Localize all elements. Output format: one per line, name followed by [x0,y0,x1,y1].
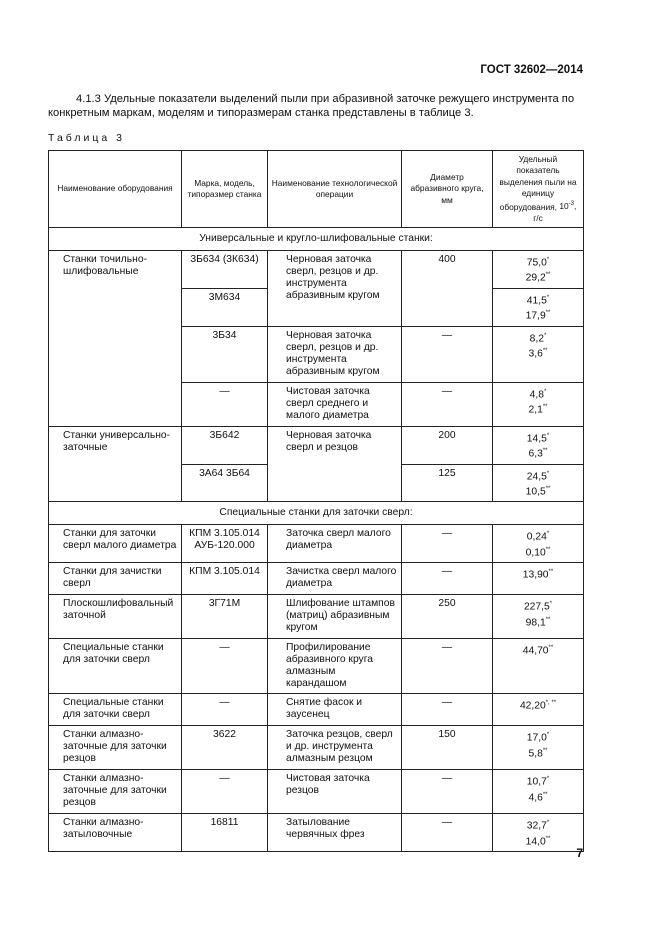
model-cell: 3622 [182,726,268,770]
table-row [49,639,584,694]
table-row [49,525,584,563]
diameter-cell: — [402,694,493,726]
model-cell: — [182,382,268,426]
section-row-special [49,502,584,525]
operation-cell: Профилирование абразивного круга алмазным карандашом [268,639,402,694]
specific-value-cell: 14,5* 6,3** [493,426,584,464]
equipment-cell: Станки точильно-шлифовальные [49,251,182,427]
model-cell: 3М634 [182,288,268,326]
table-row [49,426,584,464]
equipment-cell: Станки для заточки сверл малого диаметра [49,525,182,563]
operation-cell: Заточка резцов, сверл и др. инструмента алмазным резцом [268,726,402,770]
diameter-cell: — [402,770,493,814]
operation-cell: Черновая заточка сверл и резцов [268,426,402,502]
specific-value-cell: 75,0* 29,2** [493,251,584,289]
table-row [49,770,584,814]
model-cell: — [182,694,268,726]
operation-cell: Затылование червячных фрез [268,814,402,852]
specific-value-cell: 42,20*, ** [493,694,584,726]
specific-value-cell: 17,0* 5,8** [493,726,584,770]
col-header-diameter: Диаметр абразивного круга, мм [402,151,493,228]
specific-value-cell: 10,7* 4,6** [493,770,584,814]
section-title: Универсальные и кругло-шлифовальные станки: [49,228,584,251]
model-cell: — [182,770,268,814]
equipment-cell: Станки универсально-заточные [49,426,182,502]
operation-cell: Заточка сверл малого диаметра [268,525,402,563]
operation-cell: Шлифование штампов (матриц) абразивным кругом [268,595,402,639]
specific-value-cell: 227,5* 98,1** [493,595,584,639]
operation-cell: Зачистка сверл малого диаметра [268,563,402,595]
col-header-equipment: Наименование оборудования [49,151,182,228]
col-header-unit: $10^{-3}$, г/с [533,201,577,223]
col-header-operation: Наименование технологической операции [268,151,402,228]
col-header-specific [493,151,584,228]
model-cell: 3А64 3Б64 [182,464,268,502]
diameter-cell: — [402,814,493,852]
table-row [49,595,584,639]
diameter-cell: — [402,382,493,426]
operation-cell: Чистовая заточка сверл среднего и малого диаметра [268,382,402,426]
page-number: 7 [576,846,583,860]
model-cell: 3Б634 (3К634) [182,251,268,289]
model-cell: 3Г71М [182,595,268,639]
equipment-cell: Станки для зачистки сверл [49,563,182,595]
diameter-cell: — [402,326,493,382]
specific-value-cell: 4,8* 2,1** [493,382,584,426]
model-cell: 3Б642 [182,426,268,464]
section-title: Специальные станки для заточки сверл: [49,502,584,525]
table-caption: Таблица 3 [48,132,125,144]
diameter-cell: — [402,525,493,563]
table-row [49,251,584,289]
diameter-cell: 125 [402,464,493,502]
specific-value-cell: 32,7* 14,0** [493,814,584,852]
model-cell: 3Б34 [182,326,268,382]
model-cell: КПМ 3.105.014 АУБ-120.000 [182,525,268,563]
equipment-cell: Станки алмазно-затыловочные [49,814,182,852]
specific-value-cell: 13,90** [493,563,584,595]
operation-cell: Снятие фасок и заусенец [268,694,402,726]
diameter-cell: 200 [402,426,493,464]
col-header-specific-text: Удельный показатель выделения пыли на единицу оборудования, [499,153,577,212]
equipment-cell: Специальные станки для заточки сверл [49,694,182,726]
specific-value-cell: 24,5* 10,5** [493,464,584,502]
table-row [49,814,584,852]
operation-cell: Чистовая заточка резцов [268,770,402,814]
specific-value-cell: 0,24* 0,10** [493,525,584,563]
operation-cell: Черновая заточка сверл, резцов и др. инструмента абразивным кругом [268,326,402,382]
equipment-cell: Станки алмазно-заточные для заточки резцов [49,726,182,770]
specific-value-cell: 44,70** [493,639,584,694]
table-row [49,563,584,595]
table-header-row [49,151,584,228]
model-cell: 16811 [182,814,268,852]
model-cell: КПМ 3.105.014 [182,563,268,595]
col-header-model: Марка, модель, типоразмер станка [182,151,268,228]
specific-value-cell: 8,2* 3,6** [493,326,584,382]
table-row [49,726,584,770]
equipment-cell: Плоскошлифовальный заточной [49,595,182,639]
diameter-cell: — [402,563,493,595]
dust-emission-table [48,150,584,852]
model-cell: — [182,639,268,694]
diameter-cell: — [402,639,493,694]
diameter-cell: 250 [402,595,493,639]
diameter-cell: 150 [402,726,493,770]
section-row-universal [49,228,584,251]
operation-cell: Черновая заточка сверл, резцов и др. инструмента абразивным кругом [268,251,402,327]
specific-value-cell: 41,5* 17,9** [493,288,584,326]
intro-paragraph: 4.1.3 Удельные показатели выделений пыли при абразивной заточке режущего инструмента по конкретным маркам, моделям и типоразмерам станка представлены в таблице 3. [48,93,575,119]
diameter-cell: 400 [402,251,493,327]
equipment-cell: Специальные станки для заточки сверл [49,639,182,694]
document-standard-number: ГОСТ 32602—2014 [480,64,583,76]
table-row [49,694,584,726]
equipment-cell: Станки алмазно-заточные для заточки резцов [49,770,182,814]
